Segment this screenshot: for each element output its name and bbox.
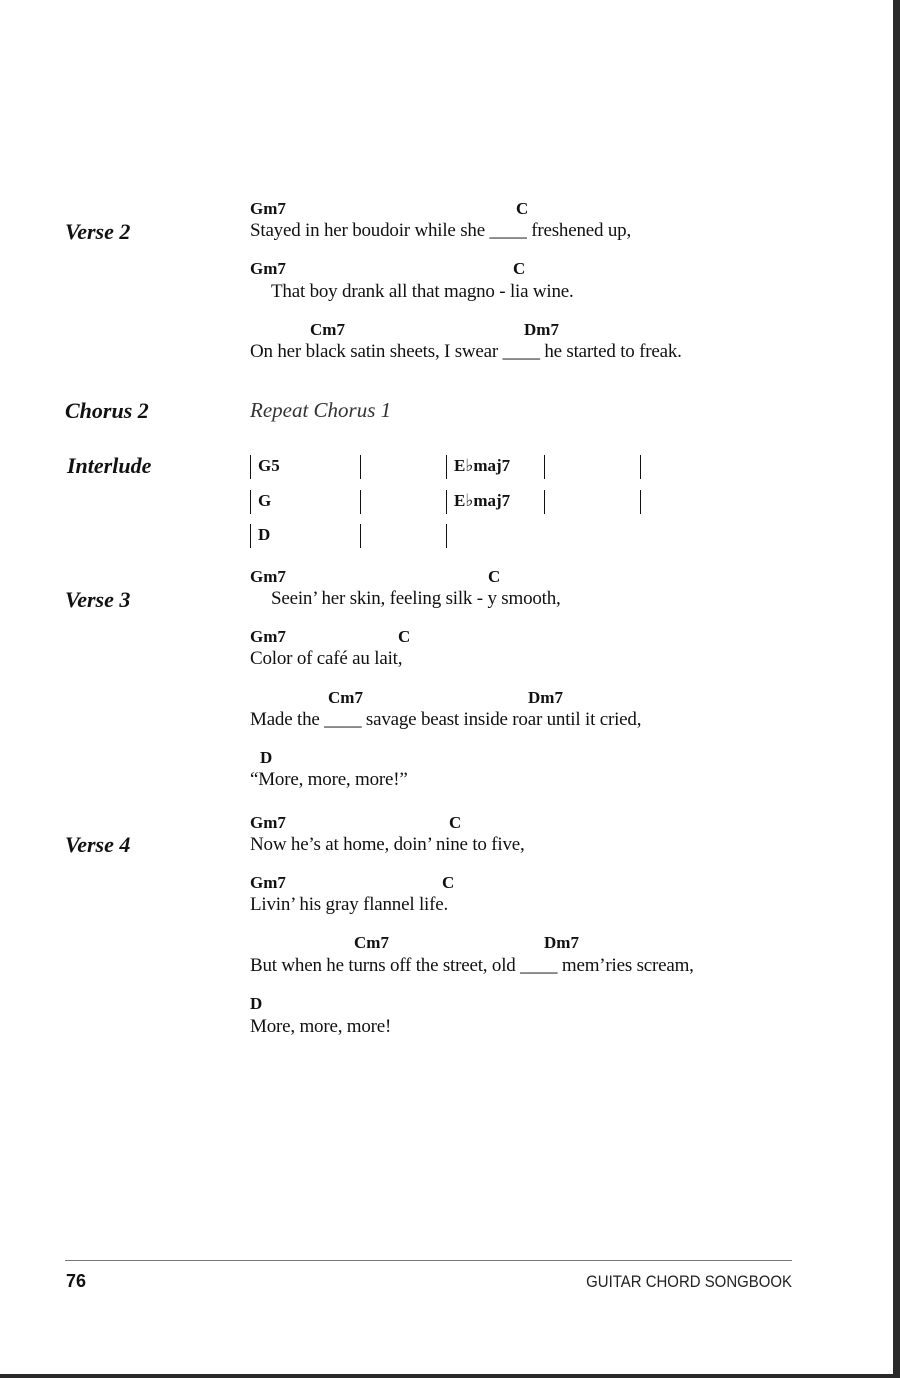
repeat-instruction: Repeat Chorus 1 [250,398,392,422]
bar-line [446,524,447,548]
bar-line [360,490,361,514]
chord: D [250,994,263,1013]
page-number: 76 [66,1271,87,1291]
section-label-verse-2: Verse 2 [65,219,131,244]
chord: Dm7 [528,688,563,707]
lyric-line: That boy drank all that magno - lia wine. [271,281,574,302]
lyric-line: More, more, more! [250,1016,392,1037]
interlude-chord: G [258,491,272,510]
interlude-chord: E♭maj7 [454,456,511,475]
bar-line [544,490,545,514]
section-label-verse-3: Verse 3 [65,587,131,612]
bar-line [544,455,545,479]
bar-line [446,490,447,514]
page-edge-bottom [0,1374,900,1378]
section-label-interlude: Interlude [67,453,152,478]
chord: Gm7 [250,259,286,278]
chord: Gm7 [250,813,286,832]
bar-line [360,524,361,548]
lyric-line: Now he’s at home, doin’ nine to five, [250,834,525,855]
footer-rule [65,1260,792,1261]
bar-line [250,524,251,548]
section-label-verse-4: Verse 4 [65,832,131,857]
bar-line [446,455,447,479]
lyric-line: Stayed in her boudoir while she ____ freshened up, [250,220,631,241]
chord: Gm7 [250,873,286,892]
chord: Gm7 [250,627,286,646]
bar-line [250,490,251,514]
chord: Gm7 [250,567,286,586]
interlude-chord: E♭maj7 [454,491,511,510]
lyric-line: “More, more, more!” [250,769,408,790]
interlude-chord: D [258,525,271,544]
lyric-line: But when he turns off the street, old ____ mem’ries scream, [250,955,694,976]
section-label-chorus-2: Chorus 2 [65,398,149,423]
chord: Cm7 [310,320,345,339]
lyric-line: Seein’ her skin, feeling silk - y smooth, [271,588,561,609]
chord: D [260,748,273,767]
lyric-line: Color of café au lait, [250,648,403,669]
chord: C [516,199,529,218]
lyric-line: On her black satin sheets, I swear ____ he started to freak. [250,341,682,362]
chord: Cm7 [354,933,389,952]
chord: Dm7 [524,320,559,339]
chord: C [488,567,501,586]
book-title: GUITAR CHORD SONGBOOK [586,1272,792,1291]
chord: C [398,627,411,646]
bar-line [250,455,251,479]
chord: C [449,813,462,832]
chord: C [513,259,526,278]
interlude-chord: G5 [258,456,280,475]
lyric-line: Made the ____ savage beast inside roar until it cried, [250,709,642,730]
page-edge-right [893,0,900,1378]
lyric-line: Livin’ his gray flannel life. [250,894,449,915]
chord: C [442,873,455,892]
chord: Cm7 [328,688,363,707]
bar-line [640,490,641,514]
bar-line [640,455,641,479]
chord: Gm7 [250,199,286,218]
chord: Dm7 [544,933,579,952]
bar-line [360,455,361,479]
